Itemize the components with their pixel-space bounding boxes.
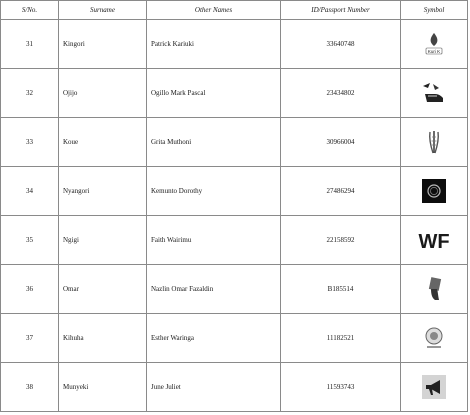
cell-id: 22158592 [281,216,401,265]
header-sno: S/No. [1,1,59,20]
cell-surname: Kingori [59,20,147,69]
cell-surname: Ngigi [59,216,147,265]
cell-other-names: Nazlin Omar Fazaldin [147,265,281,314]
cell-symbol [401,265,468,314]
kuri-k-logo-text: Kuri K [427,48,441,54]
cell-other-names: Grita Muthoni [147,118,281,167]
wheat-sheaf-icon [421,129,447,155]
table-row [1,167,468,216]
cell-symbol [401,363,468,412]
cell-other-names: Faith Wairimu [147,216,281,265]
cell-symbol [401,69,468,118]
cell-surname: Koue [59,118,147,167]
table-row [1,118,468,167]
cell-other-names: June Juliet [147,363,281,412]
cell-id: 23434802 [281,69,401,118]
cell-other-names: Kemunto Dorothy [147,167,281,216]
cell-id: 33640748 [281,20,401,69]
megaphone-icon [421,374,447,400]
cell-id: 11593743 [281,363,401,412]
cell-id: 11182521 [281,314,401,363]
cell-other-names: Patrick Kariuki [147,20,281,69]
wf-logo-icon [414,227,454,253]
cell-surname: Omar [59,265,147,314]
cell-symbol [401,216,468,265]
table-header-row [1,1,468,20]
header-symbol: Symbol [401,1,468,20]
cell-sno: 36 [1,265,59,314]
table-row [1,363,468,412]
cell-symbol [401,314,468,363]
cell-sno: 37 [1,314,59,363]
table-row [1,216,468,265]
cell-id: 27486294 [281,167,401,216]
circular-emblem-icon [421,325,447,351]
cell-other-names: Esther Waringa [147,314,281,363]
cell-surname: Ojijo [59,69,147,118]
wf-logo-text: WF [418,231,450,253]
header-id-passport: ID/Passport Number [281,1,401,20]
cell-surname: Munyeki [59,363,147,412]
cell-symbol [401,118,468,167]
table-row [1,265,468,314]
hand-holding-card-icon [421,276,447,302]
cell-surname: Nyangori [59,167,147,216]
table-row [1,69,468,118]
cell-sno: 35 [1,216,59,265]
cell-surname: Kihuha [59,314,147,363]
hand-with-bird-icon [421,80,447,106]
cell-symbol [401,167,468,216]
cell-id: B185514 [281,265,401,314]
cell-sno: 34 [1,167,59,216]
header-surname: Surname [59,1,147,20]
table-row [1,314,468,363]
table-row [1,20,468,69]
cell-sno: 38 [1,363,59,412]
kuri-k-logo-icon [421,31,447,57]
cell-symbol [401,20,468,69]
black-square-ring-icon [421,178,447,204]
header-other-names: Other Names [147,1,281,20]
cell-id: 30966004 [281,118,401,167]
cell-sno: 31 [1,20,59,69]
cell-sno: 32 [1,69,59,118]
cell-sno: 33 [1,118,59,167]
cell-other-names: Ogillo Mark Pascal [147,69,281,118]
